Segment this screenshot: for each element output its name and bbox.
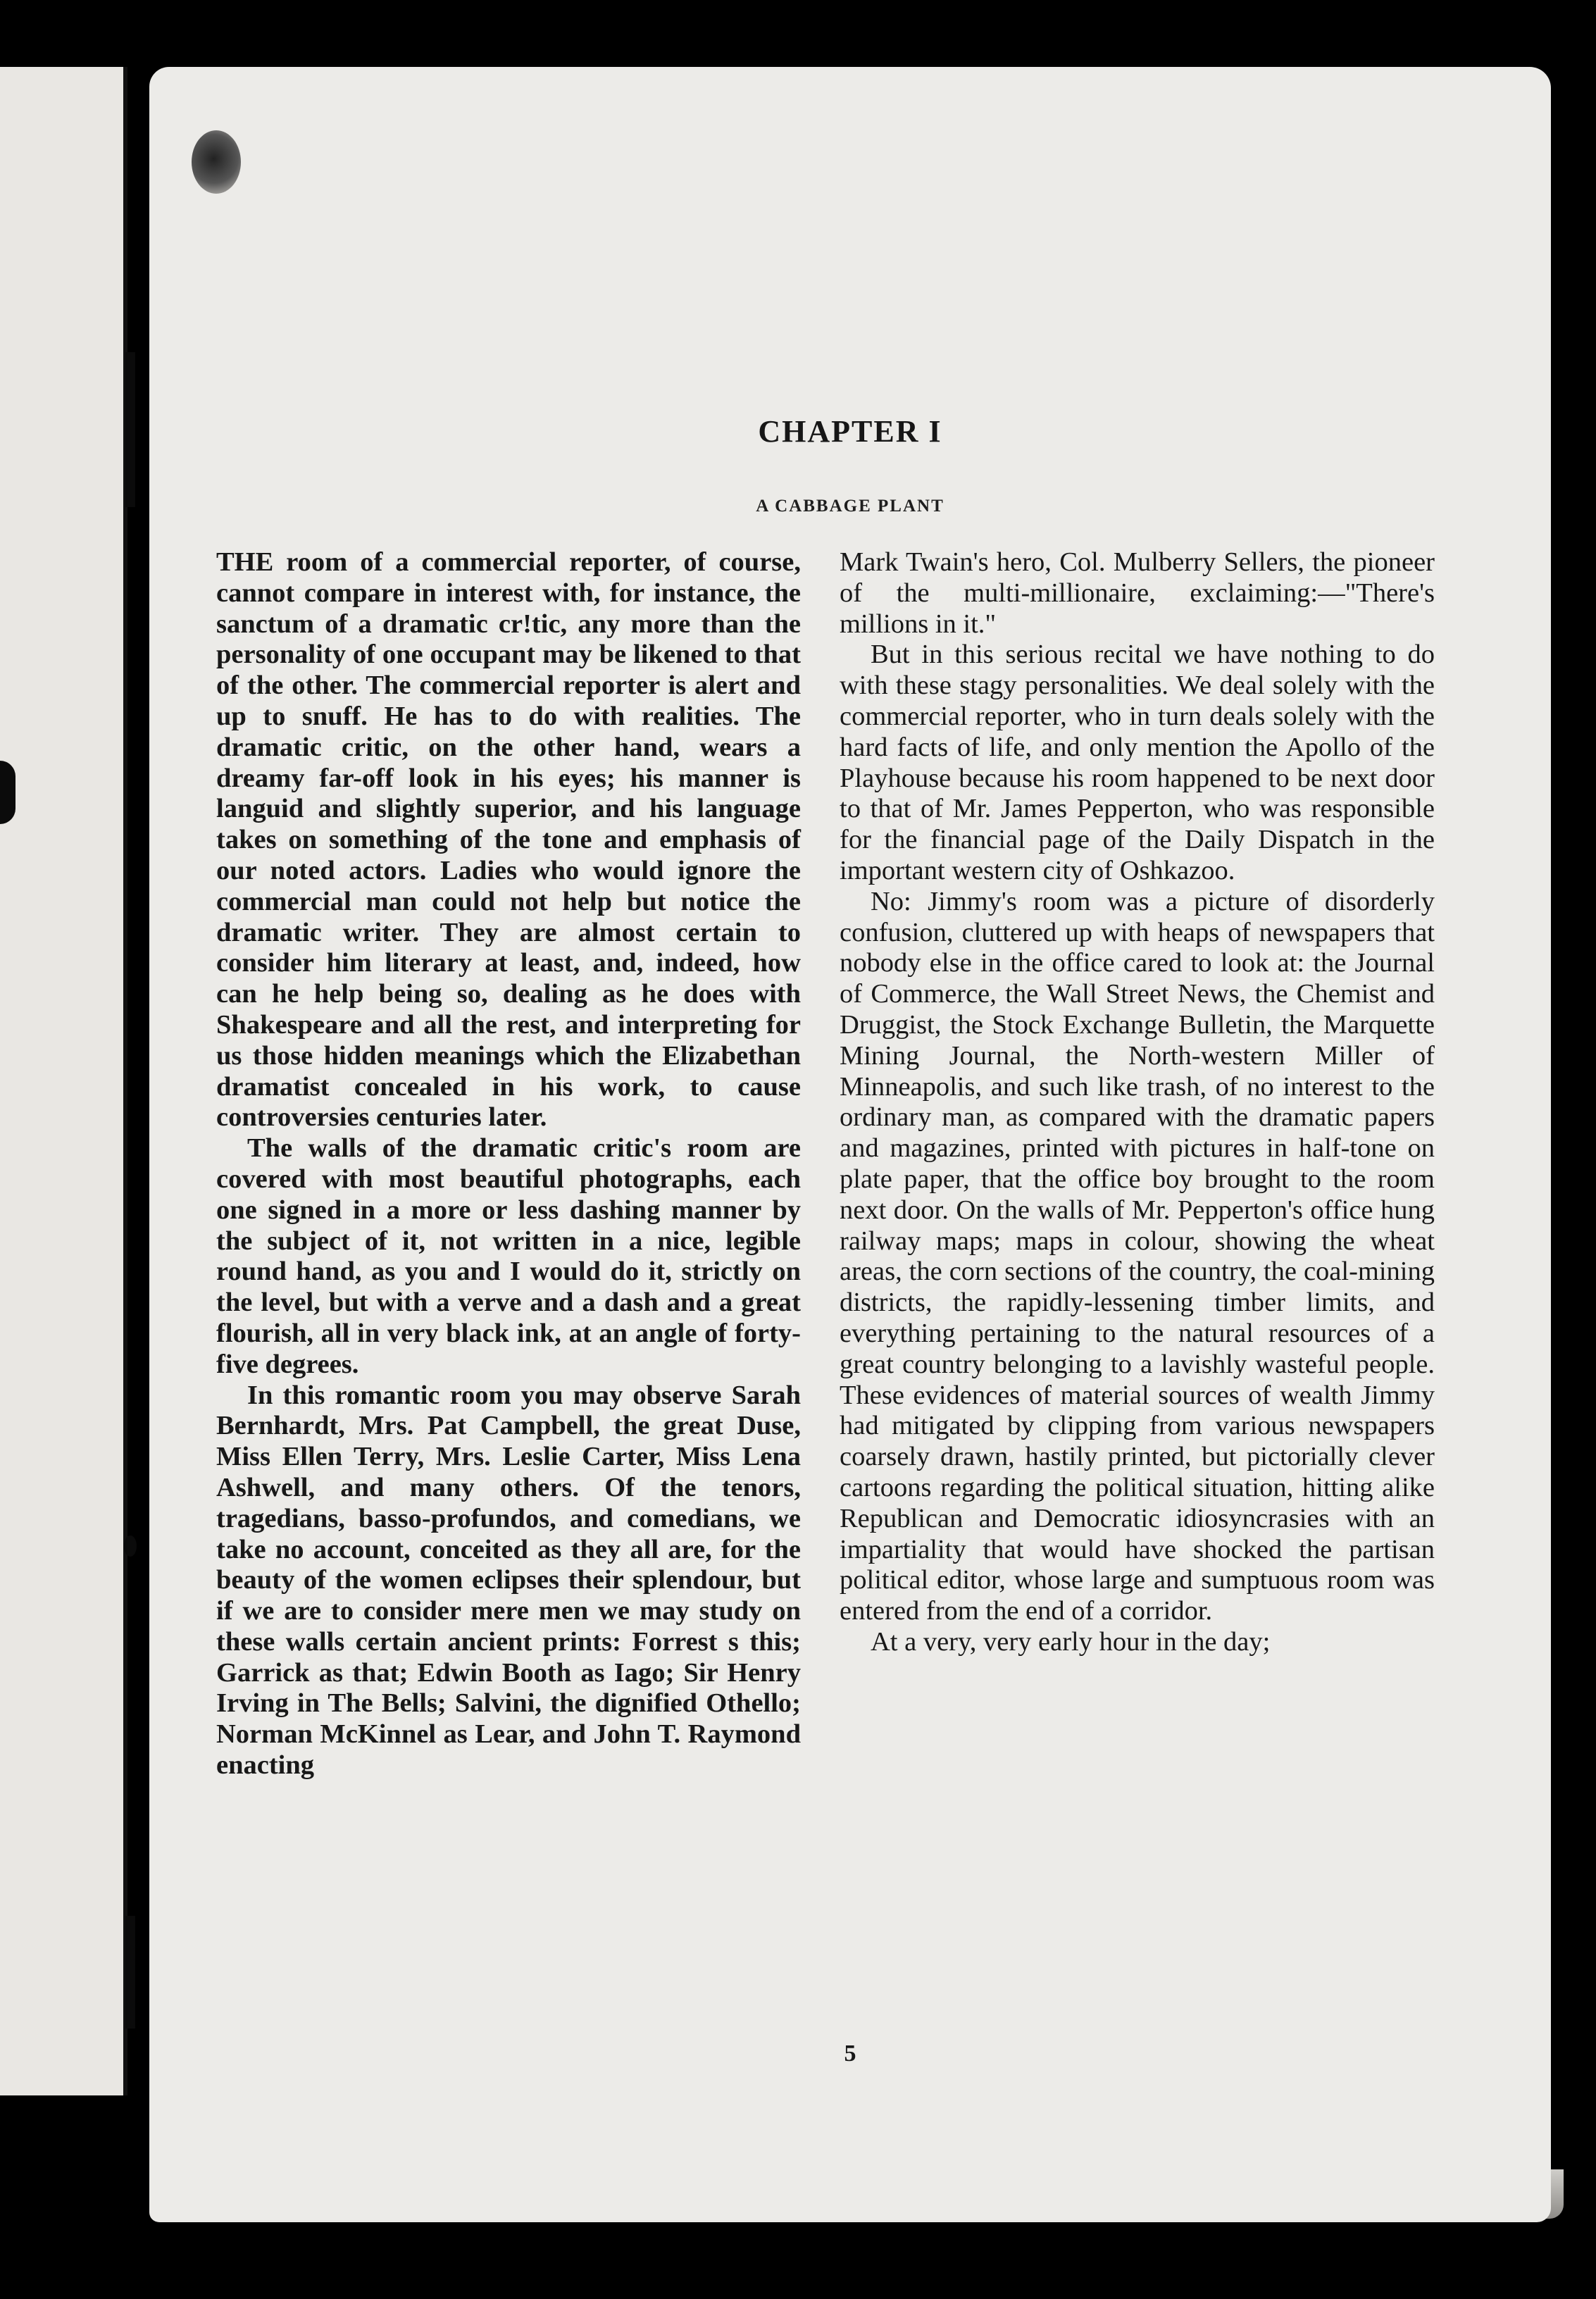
paragraph: No: Jimmy's room was a picture of disorderly confusion, cluttered up with heaps of newspapers that nobody else in the office cared to look at: the Journal of Commerce, the Wall Street News, the Chemist and Druggist, the Stock Exchange Bulletin, the Marquette Mining Journal, the North-western Miller of Minneapolis, and such like trash, of no interest to the ordinary man, as compared with the dramatic papers and magazines, printed with pictures in half-tone on plate paper, that the office boy brought to the room next door. On the walls of Mr. Pepperton's office hung railway maps; maps in colour, showing the wheat areas, the corn sections of the country, the coal-mining districts, the rapidly-lessening timber limits, and everything pertaining to the natural resources of a great country belonging to a lavishly wasteful people. These evidences of material sources of wealth Jimmy had mitigated by clipping from various newspapers coarsely drawn, hastily printed, but pictorially clever cartoons regarding the political situation, hitting alike Republican and Democratic idiosyncrasies with an impartiality that would have shocked the partisan political editor, whose large and sumptuous room was entered from the end of a corridor. <box>840 886 1435 1626</box>
binding-mark <box>125 1916 135 2029</box>
paragraph: But in this serious recital we have nothing to do with these stagy personalities. We deal solely with the commercial reporter, who in turn deals solely with the hard facts of life, and only mention the Apollo of the Playhouse because his room happened to be next door to that of Mr. James Pepperton, who was responsible for the financial page of the Daily Dispatch in the important western city of Oshkazoo. <box>840 640 1435 885</box>
binding-mark <box>125 352 135 507</box>
paragraph: The walls of the dramatic critic's room are covered with most beautiful photographs, each one signed in a more or less dashing manner by the subject of it, not written in a nice, legible round hand, as you and I would do it, strictly on the level, but with a verve and a dash and a great flourish, all in very black ink, at an angle of forty-five degrees. <box>216 1133 801 1379</box>
paragraph: In this romantic room you may observe Sarah Bernhardt, Mrs. Pat Campbell, the great Duse, Miss Ellen Terry, Mrs. Leslie Carter, Miss Lena Ashwell, and many others. Of the tenors, tragedians, basso-profundos, and comedians, we take no account, conceited as they all are, for the beauty of the women eclipses their splendour, but if we are to consider mere men we may study on these walls certain ancient prints: Forrest s this; Garrick as that; Edwin Booth as Iago; Sir Henry Irving in The Bells; Salvini, the dignified Othello; Norman McKinnel as Lear, and John T. Raymond enacting <box>216 1380 801 1781</box>
right-column <box>840 547 1435 1658</box>
paragraph: At a very, very early hour in the day; <box>871 1626 1271 1657</box>
chapter-title: CHAPTER I <box>758 414 942 449</box>
chapter-subtitle: A CABBAGE PLANT <box>756 497 944 516</box>
binding-mark <box>0 761 15 824</box>
binding-mark <box>124 1535 137 1557</box>
previous-page-edge <box>0 67 127 2095</box>
ink-blot <box>192 130 241 194</box>
book-page <box>149 67 1551 2222</box>
paragraph: Mark Twain's hero, Col. Mulberry Sellers, the pioneer of the multi-millionaire, exclaiming:—"There's millions in it." <box>840 547 1435 639</box>
left-column <box>216 547 801 1781</box>
page-number: 5 <box>844 2041 856 2067</box>
paragraph: THE room of a commercial reporter, of course, cannot compare in interest with, for instance, the sanctum of a dramatic cr!tic, any more than the personality of one occupant may be likened to that of the other. The commercial reporter is alert and up to snuff. He has to do with realities. The dramatic critic, on the other hand, wears a dreamy far-off look in his eyes; his manner is languid and slightly superior, and his language takes on something of the tone and emphasis of our noted actors. Ladies who would ignore the commercial man could not help but notice the dramatic writer. They are almost certain to consider him literary at least, and, indeed, how can he help being so, dealing as he does with Shakespeare and all the rest, and interpreting for us those hidden meanings which the Elizabethan dramatist concealed in his work, to cause controversies centuries later. <box>216 547 801 1133</box>
